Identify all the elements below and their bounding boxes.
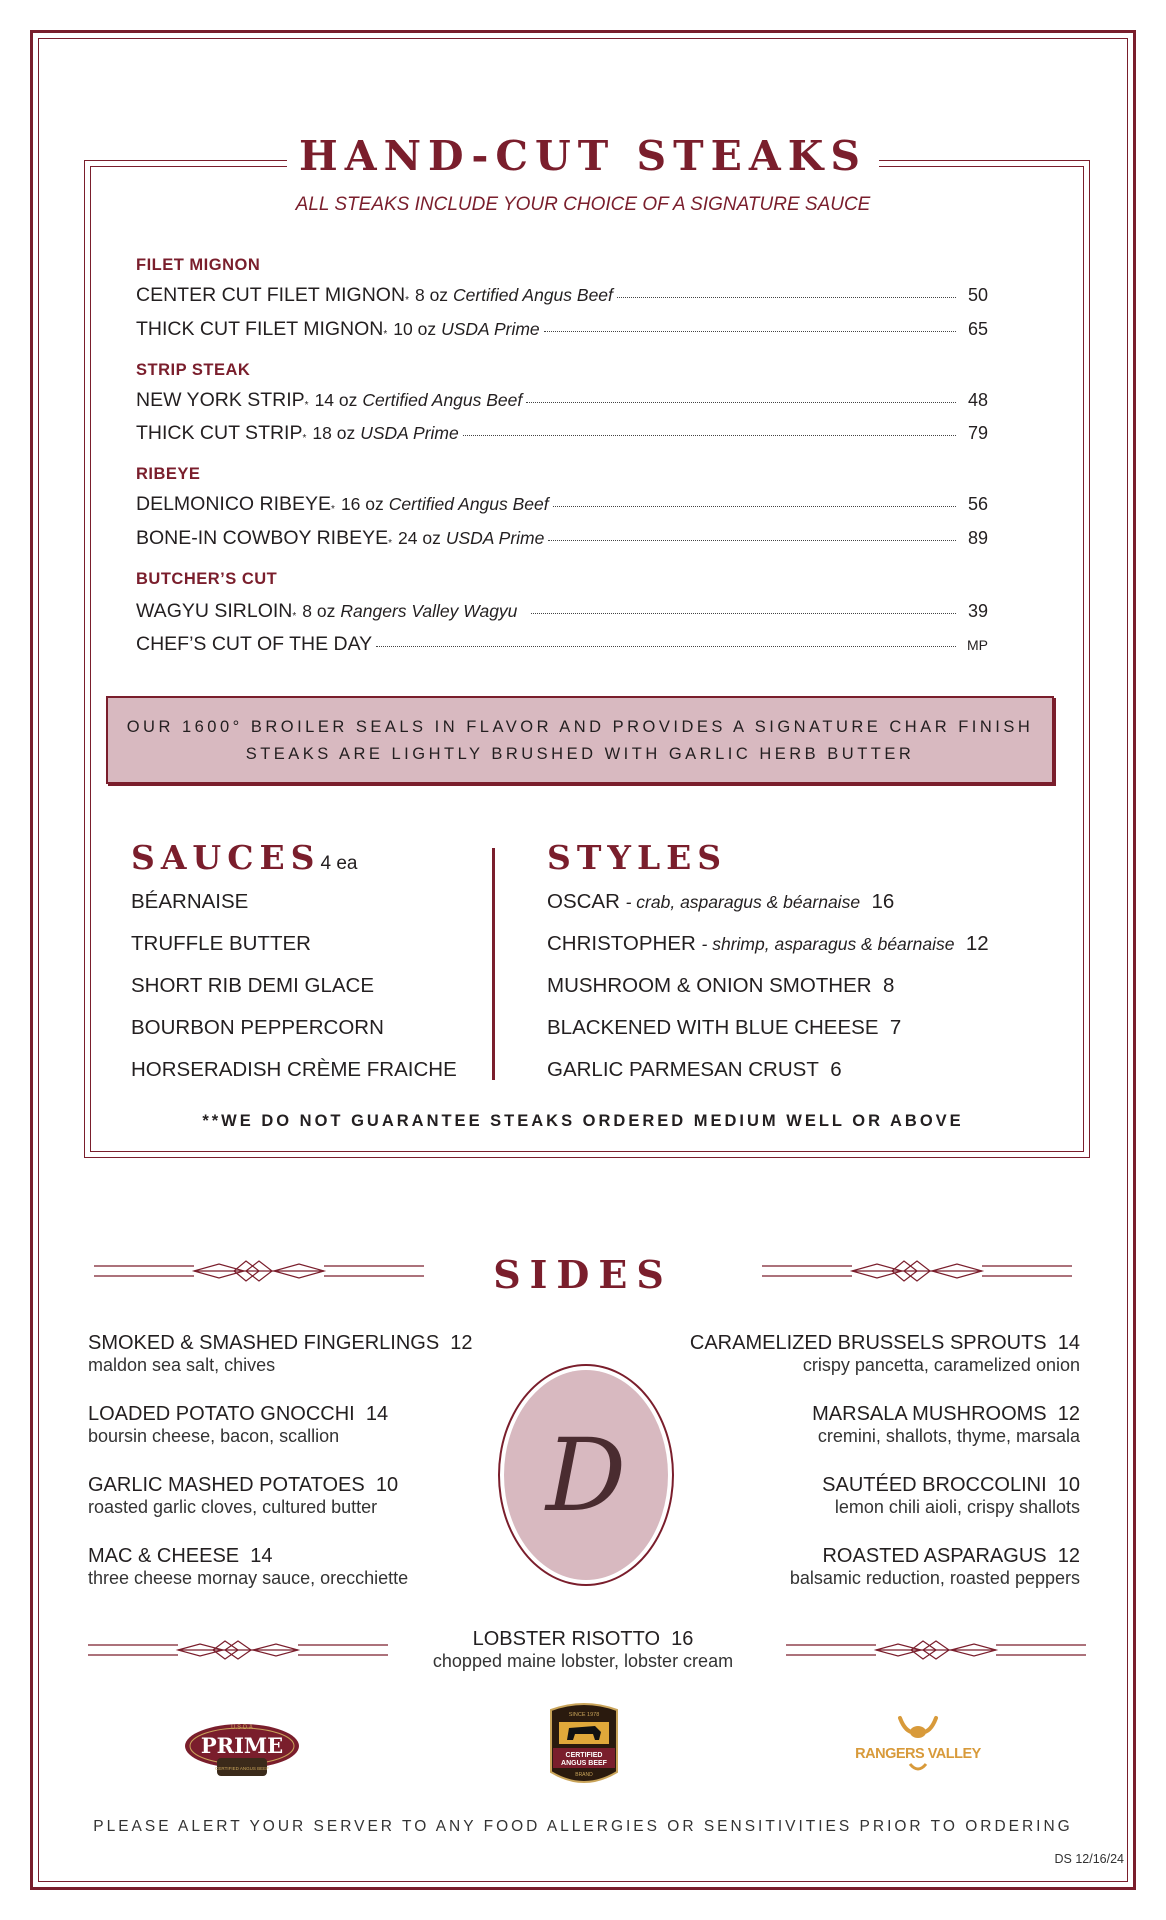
broiler-line-1: OUR 1600° BROILER SEALS IN FLAVOR AND PROVIDES A SIGNATURE CHAR FINISH bbox=[126, 718, 1034, 736]
steaks-frame-inner bbox=[90, 166, 1084, 1152]
menu-item: THICK CUT STRIP * 18 oz USDA Prime 79 bbox=[136, 422, 988, 444]
svg-text:CERTIFIED ANGUS BEEF: CERTIFIED ANGUS BEEF bbox=[215, 1766, 269, 1771]
sides-title: SIDES bbox=[493, 1252, 673, 1297]
svg-text:PRIME: PRIME bbox=[200, 1733, 284, 1758]
sauce-item: BOURBON PEPPERCORN bbox=[131, 1016, 384, 1039]
certified-angus-logo bbox=[545, 1702, 623, 1788]
leader-dots bbox=[617, 297, 956, 298]
rangers-valley-logo bbox=[855, 1712, 981, 1782]
leader-dots bbox=[553, 506, 956, 507]
sauce-item: BÉARNAISE bbox=[131, 890, 249, 913]
sauces-heading: SAUCES4 ea bbox=[131, 838, 358, 877]
menu-item: NEW YORK STRIP * 14 oz Certified Angus Beef 48 bbox=[136, 389, 988, 411]
leader-dots bbox=[531, 613, 956, 614]
leader-dots bbox=[526, 402, 956, 403]
svg-text:RANGERS VALLEY: RANGERS VALLEY bbox=[855, 1746, 981, 1762]
style-item: MUSHROOM & ONION SMOTHER 8 bbox=[547, 974, 895, 997]
svg-text:CERTIFIED: CERTIFIED bbox=[565, 1752, 603, 1759]
menu-item: THICK CUT FILET MIGNON * 10 oz USDA Prime 65 bbox=[136, 318, 988, 340]
style-item: CHRISTOPHER - shrimp, asparagus & béarnaise 12 bbox=[547, 932, 989, 955]
steaks-title: HAND-CUT STEAKS bbox=[0, 132, 1166, 180]
leader-dots bbox=[376, 646, 956, 647]
leader-dots bbox=[548, 540, 956, 541]
style-item: BLACKENED WITH BLUE CHEESE 7 bbox=[547, 1016, 902, 1039]
category-butchers-cut: BUTCHER’S CUT bbox=[136, 570, 278, 588]
guarantee-note: **WE DO NOT GUARANTEE STEAKS ORDERED MEDIUM WELL OR ABOVE bbox=[202, 1112, 964, 1130]
leader-dots bbox=[463, 435, 956, 436]
date-code: DS 12/16/24 bbox=[1054, 1852, 1124, 1866]
monogram-emblem: D bbox=[498, 1364, 674, 1586]
menu-item: CHEF’S CUT OF THE DAY MP bbox=[136, 633, 988, 655]
side-item: SAUTÉED BROCCOLINI 10 lemon chili aioli, crispy shallots bbox=[822, 1474, 1080, 1517]
menu-item: CENTER CUT FILET MIGNON * 8 oz Certified Angus Beef 50 bbox=[136, 284, 988, 306]
leader-dots bbox=[544, 331, 956, 332]
styles-heading: STYLES bbox=[547, 838, 728, 877]
side-item: ROASTED ASPARAGUS 12 balsamic reduction, roasted peppers bbox=[789, 1545, 1080, 1588]
sauce-item: HORSERADISH CRÈME FRAICHE bbox=[131, 1058, 457, 1081]
svg-text:SINCE 1978: SINCE 1978 bbox=[568, 1712, 600, 1718]
broiler-banner bbox=[106, 696, 1054, 784]
sauce-item: TRUFFLE BUTTER bbox=[131, 932, 311, 955]
svg-text:BRAND: BRAND bbox=[575, 1772, 593, 1778]
menu-item: WAGYU SIRLOIN * 8 oz Rangers Valley Wagyu 39 bbox=[136, 600, 988, 622]
steaks-subtitle: ALL STEAKS INCLUDE YOUR CHOICE OF A SIGNATURE SAUCE bbox=[295, 194, 871, 215]
side-item: MARSALA MUSHROOMS 12 cremini, shallots, thyme, marsala bbox=[812, 1403, 1080, 1446]
side-item: CARAMELIZED BRUSSELS SPROUTS 14 crispy pancetta, caramelized onion bbox=[689, 1332, 1080, 1375]
usda-prime-logo bbox=[183, 1716, 301, 1780]
side-item: MAC & CHEESE 14 three cheese mornay sauce, orecchiette bbox=[88, 1545, 409, 1588]
style-item: GARLIC PARMESAN CRUST 6 bbox=[547, 1058, 842, 1081]
side-item-center: LOBSTER RISOTTO 16 chopped maine lobster, lobster cream bbox=[432, 1628, 734, 1671]
category-strip: STRIP STEAK bbox=[136, 361, 251, 379]
menu-item: BONE-IN COWBOY RIBEYE * 24 oz USDA Prime 89 bbox=[136, 527, 988, 549]
sauce-item: SHORT RIB DEMI GLACE bbox=[131, 974, 375, 997]
svg-text:U.S.D.A: U.S.D.A bbox=[231, 1725, 253, 1731]
side-item: GARLIC MASHED POTATOES 10 roasted garlic cloves, cultured butter bbox=[88, 1474, 399, 1517]
svg-text:ANGUS BEEF: ANGUS BEEF bbox=[561, 1760, 607, 1767]
allergy-notice: PLEASE ALERT YOUR SERVER TO ANY FOOD ALLERGIES OR SENSITIVITIES PRIOR TO ORDERING bbox=[93, 1818, 1073, 1835]
side-item: LOADED POTATO GNOCCHI 14 boursin cheese, bacon, scallion bbox=[88, 1403, 389, 1446]
style-item: OSCAR - crab, asparagus & béarnaise 16 bbox=[547, 890, 895, 913]
category-ribeye: RIBEYE bbox=[136, 465, 201, 483]
menu-item: DELMONICO RIBEYE * 16 oz Certified Angus Beef 56 bbox=[136, 493, 988, 515]
column-divider bbox=[492, 848, 495, 1080]
category-filet: FILET MIGNON bbox=[136, 256, 261, 274]
broiler-line-2: STEAKS ARE LIGHTLY BRUSHED WITH GARLIC HERB BUTTER bbox=[245, 745, 915, 763]
side-item: SMOKED & SMASHED FINGERLINGS 12 maldon sea salt, chives bbox=[88, 1332, 473, 1375]
